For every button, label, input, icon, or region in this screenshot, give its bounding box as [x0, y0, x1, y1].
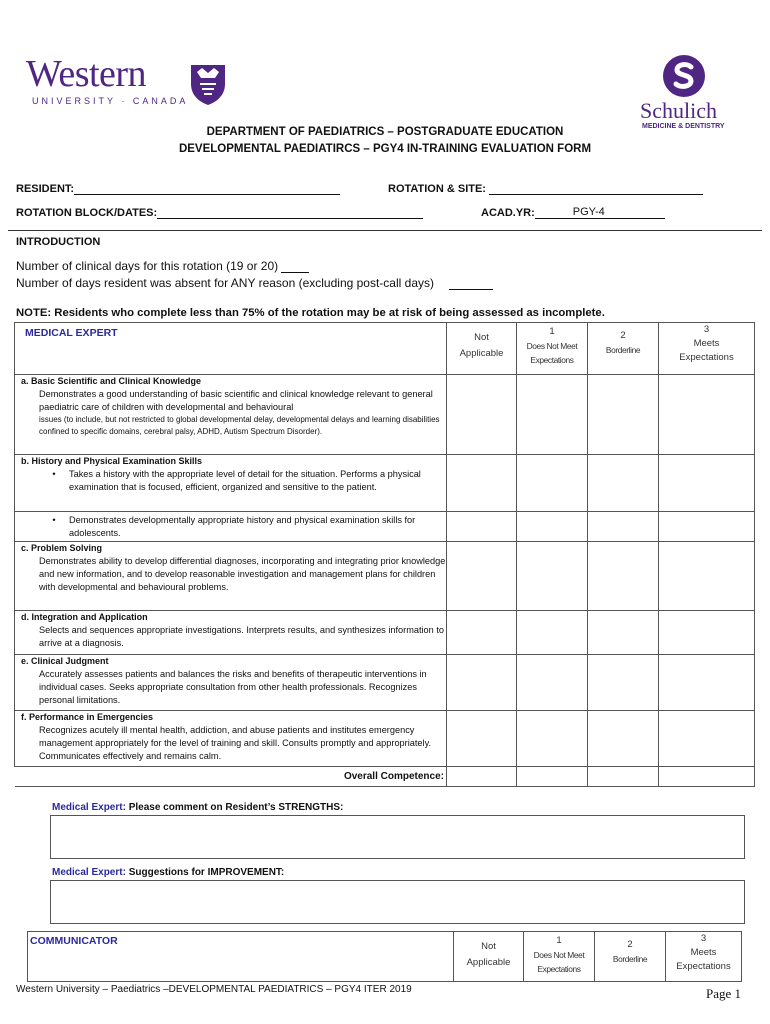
header-does-not-meet-line2: Expectations — [530, 355, 574, 365]
item-e-rating-1[interactable] — [517, 655, 588, 711]
improvement-prompt — [52, 867, 284, 878]
header-meets — [659, 323, 755, 375]
item-d-row — [15, 611, 755, 655]
item-b1-rating-na[interactable] — [447, 455, 517, 512]
item-a-detail: issues (to include, but not restricted to global developmental delay, developmental delays and learning disabilities confined to specific domains, cerebral palsy, ADHD, Autism Spectrum Disorder). — [39, 415, 440, 436]
item-f-rating-2[interactable] — [588, 711, 659, 767]
communicator-header-row — [28, 932, 742, 982]
item-c-rating-2[interactable] — [588, 542, 659, 611]
strengths-prompt-label: Medical Expert: — [52, 802, 126, 813]
item-b-heading: b. History and Physical Examination Skills — [21, 456, 203, 466]
clinical-days-input-line[interactable] — [281, 260, 309, 273]
item-a-rating-na[interactable] — [447, 375, 517, 455]
item-f-text — [15, 711, 447, 767]
schulich-s-icon — [662, 54, 706, 98]
rotation-block-label: ROTATION BLOCK/DATES: — [16, 207, 158, 219]
item-c-description: Demonstrates ability to develop differential diagnoses, incorporating and integrating prior knowledge and new information, and to develop reasonable investigation and management plans for children with developmental and behavioural problems. — [39, 556, 446, 592]
item-b1-rating-2[interactable] — [588, 455, 659, 512]
item-b2-rating-3[interactable] — [659, 512, 755, 542]
item-b-bullet-2 — [21, 512, 446, 540]
header-does-not-meet-line1: Does Not Meet — [526, 341, 578, 351]
resident-field[interactable] — [16, 182, 340, 195]
page-number: Page 1 — [706, 986, 742, 1001]
overall-competence-label-cell — [15, 767, 447, 787]
comm-header-meets-line1: Meets — [690, 947, 717, 958]
medical-expert-title-cell — [15, 323, 447, 375]
item-b2-rating-1[interactable] — [517, 512, 588, 542]
bullet-icon: • — [52, 469, 56, 479]
item-b-row — [15, 455, 755, 512]
strengths-prompt-text: Please comment on Resident’s STRENGTHS: — [128, 802, 344, 813]
item-a-rating-1[interactable] — [517, 375, 588, 455]
item-f-heading: f. Performance in Emergencies — [21, 712, 154, 722]
comm-header-meets-line2: Expectations — [676, 961, 731, 972]
schulich-subtitle: MEDICINE & DENTISTRY — [642, 123, 725, 130]
item-a-rating-3[interactable] — [659, 375, 755, 455]
header-does-not-meet — [517, 323, 588, 375]
acad-yr-field[interactable] — [481, 206, 665, 219]
bullet-icon: • — [52, 515, 56, 525]
completion-note: NOTE: Residents who complete less than 75% of the rotation may be at risk of being assessed as incomplete. — [16, 307, 605, 319]
rotation-block-input-line[interactable] — [157, 206, 423, 219]
comm-header-not-applicable-line1: Not — [481, 941, 496, 952]
resident-label: RESIDENT: — [16, 183, 75, 195]
rotation-block-field[interactable] — [16, 206, 423, 219]
section-divider — [8, 230, 762, 231]
item-e-rating-3[interactable] — [659, 655, 755, 711]
western-logo — [26, 53, 231, 110]
comm-header-not-applicable — [454, 932, 524, 982]
item-b-text — [15, 455, 447, 512]
comm-header-borderline-num: 2 — [627, 939, 633, 950]
item-e-rating-2[interactable] — [588, 655, 659, 711]
item-d-rating-na[interactable] — [447, 611, 517, 655]
item-d-text — [15, 611, 447, 655]
rotation-site-field[interactable] — [388, 182, 703, 195]
item-e-rating-na[interactable] — [447, 655, 517, 711]
header-not-applicable-line2: Applicable — [459, 348, 504, 359]
header-meets-num: 3 — [703, 324, 710, 335]
item-e-heading: e. Clinical Judgment — [21, 656, 109, 666]
comm-header-meets — [666, 932, 742, 982]
item-a-row — [15, 375, 755, 455]
communicator-title: COMMUNICATOR — [30, 935, 118, 947]
communicator-table — [27, 931, 742, 982]
western-logo-wordmark: Western — [26, 53, 147, 95]
form-title: DEVELOPMENTAL PAEDIATIRCS – PGY4 IN-TRAINING EVALUATION FORM — [178, 143, 592, 155]
item-f-rating-3[interactable] — [659, 711, 755, 767]
overall-competence-row — [15, 767, 755, 787]
item-d-heading: d. Integration and Application — [21, 612, 148, 622]
item-c-text — [15, 542, 447, 611]
item-c-heading: c. Problem Solving — [21, 543, 103, 553]
comm-header-does-not-meet-num: 1 — [556, 935, 562, 946]
item-b1-rating-3[interactable] — [659, 455, 755, 512]
item-b2-rating-2[interactable] — [588, 512, 659, 542]
acad-yr-value: PGY-4 — [572, 206, 605, 218]
header-not-applicable-line1: Not — [474, 332, 489, 343]
item-b2-rating-na[interactable] — [447, 512, 517, 542]
header-borderline-label: Borderline — [605, 345, 641, 355]
absent-days-input-line[interactable] — [449, 277, 493, 290]
intro-heading: INTRODUCTION — [16, 236, 101, 248]
medical-expert-table — [14, 322, 755, 787]
item-b-bullet-1-text: Takes a history with the appropriate level of detail for the situation. Performs a physical examination that is focused, efficient, organized and sensitive to the patient. — [69, 469, 421, 492]
item-b2-text — [15, 512, 447, 542]
header-borderline — [588, 323, 659, 375]
schulich-logo — [632, 54, 742, 134]
header-not-applicable — [447, 323, 517, 375]
comm-header-meets-num: 3 — [700, 933, 707, 944]
rotation-site-label: ROTATION & SITE: — [388, 183, 486, 195]
acad-yr-label: ACAD.YR: — [481, 207, 535, 219]
improvement-comment-box[interactable] — [50, 880, 745, 924]
item-b-bullet-2-text: Demonstrates developmentally appropriate history and physical examination skills for adolescents. — [69, 515, 416, 538]
clinical-days-label: Number of clinical days for this rotation (19 or 20) — [16, 259, 279, 273]
item-e-description: Accurately assesses patients and balances the risks and benefits of therapeutic interventions in individual cases. Seeks appropriate consultation from other health professionals. Recognizes personal limitations. — [39, 669, 427, 705]
form-department-title: DEPARTMENT OF PAEDIATRICS – POSTGRADUATE EDUCATION — [206, 126, 564, 138]
improvement-prompt-label: Medical Expert: — [52, 867, 126, 878]
clinical-days-row — [16, 259, 309, 273]
header-meets-line2: Expectations — [679, 352, 734, 363]
item-f-row — [15, 711, 755, 767]
western-crest-icon — [188, 62, 228, 106]
item-b-bullet-1 — [21, 468, 446, 494]
comm-header-not-applicable-line2: Applicable — [466, 957, 511, 968]
improvement-prompt-text: Suggestions for IMPROVEMENT: — [128, 867, 285, 878]
item-b1-rating-1[interactable] — [517, 455, 588, 512]
absent-days-label: Number of days resident was absent for ANY reason (excluding post-call days) — [16, 276, 434, 290]
communicator-title-cell — [28, 932, 454, 982]
item-d-rating-2[interactable] — [588, 611, 659, 655]
header-borderline-num: 2 — [620, 330, 626, 341]
item-a-description: Demonstrates a good understanding of basic scientific and clinical knowledge relevant to general paediatric care of children with developmental and behavioural — [39, 389, 433, 412]
item-c-rating-1[interactable] — [517, 542, 588, 611]
comm-header-borderline — [595, 932, 666, 982]
comm-header-does-not-meet — [524, 932, 595, 982]
header-meets-line1: Meets — [693, 338, 720, 349]
overall-rating-1[interactable] — [517, 767, 588, 787]
overall-rating-na[interactable] — [447, 767, 517, 787]
acad-yr-input-line[interactable] — [535, 206, 665, 219]
overall-rating-3[interactable] — [659, 767, 755, 787]
item-c-row — [15, 542, 755, 611]
item-d-rating-3[interactable] — [659, 611, 755, 655]
footer-text: Western University – Paediatrics –DEVELOPMENTAL PAEDIATRICS – PGY4 ITER 2019 — [16, 984, 412, 995]
header-does-not-meet-num: 1 — [549, 326, 555, 337]
item-c-rating-3[interactable] — [659, 542, 755, 611]
comm-header-does-not-meet-line1: Does Not Meet — [533, 950, 585, 960]
item-a-heading: a. Basic Scientific and Clinical Knowledge — [21, 376, 202, 386]
overall-competence-label: Overall Competence: — [343, 771, 444, 782]
rotation-site-input-line[interactable] — [489, 182, 703, 195]
item-e-row — [15, 655, 755, 711]
schulich-wordmark: Schulich — [640, 98, 717, 123]
strengths-prompt — [52, 802, 343, 813]
item-f-description: Recognizes acutely ill mental health, addiction, and abuse patients and institutes emergency management appropriately for the level of training and skill. Consults promptly and appropriately. Communicates effectively and remains calm. — [39, 725, 432, 761]
item-a-text — [15, 375, 447, 455]
item-b2-row — [15, 512, 755, 542]
item-d-rating-1[interactable] — [517, 611, 588, 655]
resident-input-line[interactable] — [74, 182, 340, 195]
item-f-rating-1[interactable] — [517, 711, 588, 767]
scale-header-row — [15, 323, 755, 375]
absent-days-row — [16, 276, 493, 290]
item-f-rating-na[interactable] — [447, 711, 517, 767]
strengths-comment-box[interactable] — [50, 815, 745, 859]
comm-header-borderline-label: Borderline — [612, 954, 648, 964]
item-c-rating-na[interactable] — [447, 542, 517, 611]
overall-rating-2[interactable] — [588, 767, 659, 787]
item-d-description: Selects and sequences appropriate investigations. Interprets results, and synthesizes information to arrive at a diagnosis. — [39, 625, 444, 648]
item-a-rating-2[interactable] — [588, 375, 659, 455]
item-e-text — [15, 655, 447, 711]
comm-header-does-not-meet-line2: Expectations — [537, 964, 581, 974]
western-logo-subtitle: UNIVERSITY · CANADA — [32, 96, 189, 106]
medical-expert-title: MEDICAL EXPERT — [25, 327, 118, 339]
